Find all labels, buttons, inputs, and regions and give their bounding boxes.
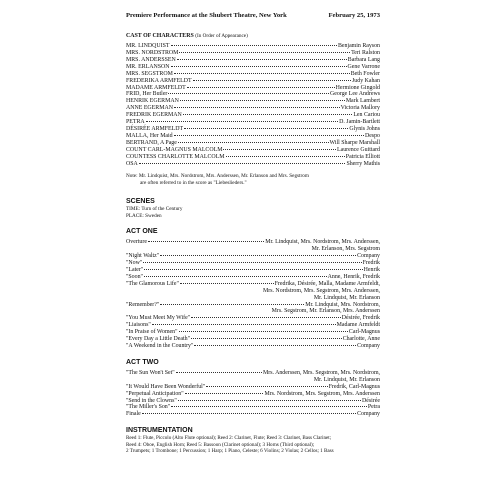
premiere-header [126, 12, 380, 19]
song-row [126, 384, 380, 391]
character-name: COUNTESS CHARLOTTE MALCOLM [126, 153, 225, 160]
song-row [126, 329, 380, 336]
character-name: MR. LINDQUIST [126, 43, 170, 50]
dot-leader [206, 386, 327, 387]
cast-row [126, 140, 380, 147]
character-name: OSA [126, 160, 138, 167]
instrumentation-line: Reed 1: Flute, Piccolo (Alto Flute optional); Reed 2: Clarinet, Flute; Reed 3: Clarinet, Bass Clarinet; [126, 435, 332, 442]
dot-leader [174, 107, 340, 108]
song-row [126, 267, 380, 274]
dot-leader [178, 142, 329, 143]
song-title: "Liaisons" [126, 322, 151, 329]
dot-leader [143, 262, 361, 263]
cast-note [126, 173, 380, 186]
cast-row [126, 126, 380, 133]
song-singers: Mr. Lindquist, Mrs. Nordstrom, Mrs. Anderssen, [265, 239, 380, 246]
cast-row [126, 119, 380, 126]
song-singers: Mr. Lindquist, Mrs. Nordstrom, [305, 301, 380, 308]
song-title: Overture [126, 239, 147, 246]
song-singers: Carl-Magnus [348, 329, 380, 336]
song-row [126, 253, 380, 260]
cast-list [126, 43, 380, 167]
actor-name: Will Sharpe Marshall [329, 139, 380, 146]
dot-leader [160, 304, 304, 305]
instrumentation-heading: INSTRUMENTATION [126, 427, 193, 435]
scenes-time: TIME: Turn of the Century [126, 206, 183, 213]
character-name: PETRA [126, 119, 145, 126]
song-row [126, 404, 380, 411]
dot-leader [180, 283, 274, 284]
character-name: HENRIK EGERMAN [126, 98, 179, 105]
dot-leader [194, 345, 356, 346]
cast-row [126, 112, 380, 119]
song-singers: Company [357, 343, 380, 349]
cast-row [126, 147, 380, 154]
song-singers: Company [357, 411, 380, 418]
character-name: MRS. NORDSTROM [126, 50, 179, 56]
actor-name: Victoria Mallory [340, 105, 380, 112]
dot-leader [168, 93, 329, 94]
song-title: "You Must Meet My Wife" [126, 315, 191, 322]
cast-row [126, 85, 380, 92]
dot-leader [146, 121, 338, 122]
song-row [126, 260, 380, 267]
song-singers: Désirée, Fredrik [341, 315, 380, 322]
song-singers-continued: Mr. Lindquist, Mr. Erlanson [313, 294, 380, 301]
song-row [126, 391, 380, 398]
actor-name: Barbara Lang [347, 56, 380, 63]
act-one-heading: ACT ONE [126, 228, 158, 236]
character-name: ANNE EGERMAN [126, 105, 173, 112]
actor-name: Hermione Gingold [335, 84, 380, 91]
song-singers: Company [357, 253, 380, 260]
dot-leader [178, 400, 361, 401]
actor-name: Glynis Johns [349, 125, 380, 132]
song-title: "A Weekend in the Country" [126, 343, 194, 349]
dot-leader [191, 317, 341, 318]
cast-row [126, 161, 380, 168]
dot-leader [180, 100, 345, 101]
dot-leader [184, 128, 348, 129]
cast-row [126, 64, 380, 71]
song-singers-continued: Mrs. Segstrom, Mr. Erlanson, Mrs. Anderssen [271, 308, 380, 315]
actor-name: Judy Kahan [352, 77, 380, 84]
character-name: FREDERIKA ARMFELDT [126, 77, 192, 84]
actor-name: Teri Ralston [351, 50, 380, 56]
song-singers-continued: Mrs. Nordstrom, Mrs. Segstrom, Mrs. Anderssen, [263, 287, 380, 294]
song-row [126, 411, 380, 418]
dot-leader [174, 135, 364, 136]
song-title: "Perpetual Anticipation" [126, 390, 184, 397]
cast-row [126, 98, 380, 105]
song-singers-continued: Mr. Lindquist, Mr. Erlanson [313, 376, 380, 383]
song-title: "Every Day a Little Death" [126, 336, 191, 343]
dot-leader [144, 276, 327, 277]
instrumentation-line: Reed 4: Oboe, English Horn; Reed 5: Bassoon (Clarinet optional); 3 Horns (Third optional); [126, 441, 315, 448]
dot-leader [185, 393, 264, 394]
dot-leader [171, 66, 347, 67]
cast-row [126, 78, 380, 85]
actor-name: Despo [364, 132, 380, 139]
character-name: MR. ERLANSON [126, 63, 170, 70]
character-name: MADAME ARMFELDT [126, 84, 186, 91]
character-name: COUNT CARL-MAGNUS MALCOLM [126, 146, 223, 153]
dot-leader [144, 269, 362, 270]
scenes-heading: SCENES [126, 198, 155, 206]
song-singers: Petra [367, 404, 380, 411]
dot-leader [174, 73, 350, 74]
song-singers: Fredrik, Carl-Magnus [328, 383, 380, 390]
cast-row [126, 50, 380, 57]
song-title: "Later" [126, 267, 144, 274]
cast-row [126, 154, 380, 161]
cast-heading-line [126, 33, 380, 40]
song-title: "The Miller's Son" [126, 404, 171, 411]
dot-leader [171, 406, 367, 407]
actor-name: Patricia Elliott [345, 153, 380, 160]
song-title: "Night Waltz" [126, 253, 160, 260]
song-row [126, 302, 380, 309]
dot-leader [226, 156, 345, 157]
actor-name: Sherry Mathis [346, 160, 380, 167]
dot-leader [176, 372, 262, 373]
premiere-date: February 25, 1973 [328, 12, 380, 19]
song-singers: Anne, Henrik, Fredrik [327, 273, 380, 280]
cast-row [126, 43, 380, 50]
character-name: MALLA, Her Maid [126, 132, 173, 139]
dot-leader [177, 59, 347, 60]
cast-row [126, 71, 380, 78]
cast-row [126, 57, 380, 64]
dot-leader [171, 45, 337, 46]
song-title: "Soon" [126, 273, 143, 280]
song-row [126, 398, 380, 405]
song-singers: Mrs. Anderssen, Mrs. Segstrom, Mrs. Nordstrom, [263, 369, 380, 376]
song-row [126, 274, 380, 281]
dot-leader [139, 163, 346, 164]
actor-name: Mark Lambert [345, 98, 380, 105]
dot-leader [179, 52, 350, 53]
song-singers: Charlotte, Anne [342, 336, 380, 343]
dot-leader [152, 324, 336, 325]
act-one-songs [126, 253, 380, 281]
dot-leader [148, 241, 264, 242]
character-name: DÉSIRÉE ARMFELDT [126, 125, 184, 132]
song-row [126, 281, 380, 288]
instrumentation-line: 2 Trumpets; 1 Trombone; 1 Percussion; 1 Harp; 1 Piano, Celeste; 6 Violins; 2 Violas; 2 Cellos; 1 Bass [126, 448, 334, 455]
cast-heading: CAST OF CHARACTERS [126, 33, 194, 39]
song-singers: Fredrik [362, 260, 380, 267]
dot-leader [191, 338, 342, 339]
actor-name: Benjamin Rayson [337, 43, 380, 50]
cast-note-line: are often referred to in the score as "Liebeslieders." [140, 179, 247, 186]
song-title: "Now" [126, 260, 143, 267]
dot-leader [193, 80, 351, 81]
actor-name: Gene Varrone [347, 63, 380, 70]
actor-name: Beth Fowler [350, 70, 380, 77]
cast-row [126, 105, 380, 112]
song-singers-continued: Mr. Erlanson, Mrs. Segstrom [311, 246, 380, 253]
song-singers: Henrik [363, 267, 380, 274]
character-name: MRS. SEGSTROM [126, 70, 173, 77]
dot-leader [187, 87, 335, 88]
song-title: "In Praise of Women" [126, 329, 178, 336]
dot-leader [179, 331, 348, 332]
act-two-songs [126, 384, 380, 419]
song-title: "Remember?" [126, 301, 160, 308]
song-singers: Désirée [362, 397, 380, 404]
character-name: MRS. ANDERSSEN [126, 56, 176, 63]
dot-leader [160, 255, 356, 256]
song-title: "It Would Have Been Wonderful" [126, 383, 206, 390]
song-singers: Mrs. Nordstrom, Mrs. Segstrom, Mrs. Anderssen [264, 390, 380, 397]
actor-name: Laurence Guittard [336, 146, 380, 153]
song-title: Finale [126, 411, 141, 418]
dot-leader [183, 114, 353, 115]
cast-row [126, 133, 380, 140]
song-title: "Send in the Clowns" [126, 397, 177, 404]
character-name: FRID, Her Butler [126, 91, 168, 98]
character-name: BERTRAND, A Page [126, 139, 177, 146]
cast-row [126, 91, 380, 98]
scenes-place: PLACE: Sweden [126, 212, 162, 219]
song-row [126, 336, 380, 343]
cast-note-line: Note: Mr. Lindquist, Mrs. Nordstrom, Mrs. Anderssen, Mr. Erlanson and Mrs. Segstrom [126, 173, 309, 180]
actor-name: Len Cariou [353, 112, 380, 119]
song-title: "The Sun Won't Set" [126, 369, 175, 376]
dot-leader [142, 413, 356, 414]
actor-name: George Lee Andrews [330, 91, 380, 98]
song-row [126, 370, 380, 377]
song-row [126, 239, 380, 246]
dot-leader [223, 149, 336, 150]
song-singers: Fredrika, Désirée, Malla, Madame Armfeldt, [274, 280, 380, 287]
song-title: "The Glamorous Life" [126, 280, 179, 287]
cast-subheading: (In Order of Appearance) [195, 33, 248, 39]
character-name: FREDRIK EGERMAN [126, 112, 182, 119]
song-singers: Madame Armfeldt [336, 322, 380, 329]
premiere-title: Premiere Performance at the Shubert Theatre, New York [126, 12, 287, 19]
act-one-songs [126, 315, 380, 350]
song-row [126, 343, 380, 350]
act-two-heading: ACT TWO [126, 358, 159, 366]
program-column [126, 12, 380, 455]
actor-name: D. Jamin-Bartlett [339, 119, 380, 126]
